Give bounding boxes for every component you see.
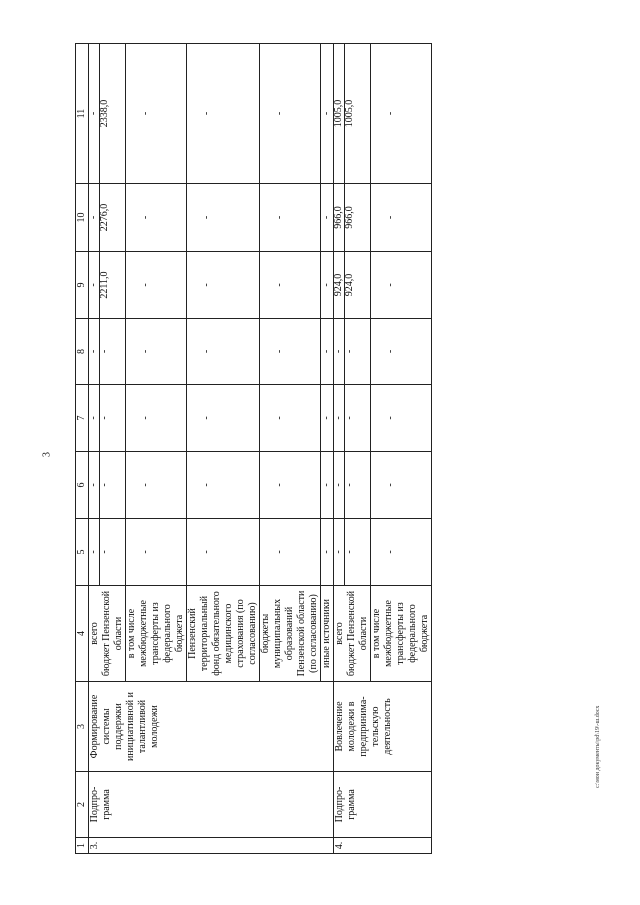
header-cell: 4: [76, 586, 89, 682]
source-label: в том числе межбюджетные трансферты из федерального бюджета: [126, 586, 187, 682]
value: -: [260, 385, 321, 452]
header-cell: 1: [76, 838, 89, 854]
value: -: [333, 416, 344, 420]
value: -: [187, 519, 260, 586]
row-number: 4.: [334, 838, 432, 854]
header-cell: 11: [76, 44, 89, 184]
value: -: [88, 349, 99, 354]
header-cell: 10: [76, 184, 89, 252]
financing-table: [75, 43, 432, 854]
value: -: [344, 319, 355, 384]
value: 2338,0: [99, 44, 110, 183]
header-cell: 7: [76, 385, 89, 452]
value-cell: [334, 44, 371, 184]
value: -: [99, 385, 110, 451]
value: -: [260, 319, 321, 385]
value: -: [88, 111, 99, 116]
value: -: [260, 519, 321, 586]
value: -: [344, 452, 355, 518]
value: -: [126, 385, 187, 452]
value: -: [88, 283, 99, 287]
value: -: [260, 252, 321, 319]
value: -: [187, 319, 260, 385]
value: -: [371, 519, 432, 586]
value: -: [187, 44, 260, 184]
value-cell: [334, 519, 371, 586]
value: -: [99, 519, 110, 585]
value: -: [344, 519, 355, 585]
program-row: [334, 44, 371, 854]
value: -: [321, 452, 334, 519]
source-label: иные источники: [321, 586, 334, 682]
value-cell: [334, 252, 371, 319]
value: -: [260, 44, 321, 184]
value: -: [187, 184, 260, 252]
value-cell: [334, 319, 371, 385]
value: -: [88, 550, 99, 554]
value-cell: [89, 452, 126, 519]
value-cell: [89, 184, 126, 252]
value: -: [321, 184, 334, 252]
source-cell: [334, 586, 371, 682]
value: -: [371, 319, 432, 385]
value: -: [321, 44, 334, 184]
rotated-table-container: [75, 44, 475, 854]
value: -: [88, 215, 99, 220]
value-cell: [89, 44, 126, 184]
row-name: Вовлечение молодежи в предпринима-тельскую деятельность: [334, 682, 432, 772]
row-name: Формирование системы поддержки инициативной и талантливой молодежи: [89, 682, 334, 772]
value: 2276,0: [99, 184, 110, 251]
header-cell: 8: [76, 319, 89, 385]
footer-file-path: c:\мои документы\pd\19\-ш.docx: [595, 705, 601, 788]
value: -: [321, 319, 334, 385]
source-label: всего: [89, 622, 100, 645]
value: -: [321, 252, 334, 319]
value-cell: [334, 385, 371, 452]
value: -: [371, 252, 432, 319]
header-cell: 9: [76, 252, 89, 319]
value: -: [126, 44, 187, 184]
value-cell: [334, 184, 371, 252]
value-cell: [89, 519, 126, 586]
source-label: всего: [334, 622, 345, 645]
value: -: [371, 452, 432, 519]
row-kind: Подпро-грамма: [89, 772, 334, 838]
header-cell: 5: [76, 519, 89, 586]
value: -: [371, 184, 432, 252]
page-number: 3: [41, 452, 53, 457]
value: -: [260, 452, 321, 519]
value: 1005,0: [344, 44, 355, 183]
value: -: [344, 385, 355, 451]
value: -: [371, 44, 432, 184]
value: -: [126, 184, 187, 252]
value: 924,0: [344, 252, 355, 318]
value: -: [333, 349, 344, 354]
value: 924,0: [333, 273, 344, 297]
value: -: [99, 452, 110, 518]
value: -: [126, 519, 187, 586]
value: -: [88, 483, 99, 487]
value: -: [126, 319, 187, 385]
value: 966,0: [333, 206, 344, 229]
header-cell: 2: [76, 772, 89, 838]
value: 966,0: [344, 184, 355, 251]
header-cell: 6: [76, 452, 89, 519]
value-cell: [89, 252, 126, 319]
source-label: Пензенский территориальный фонд обязательного медицинского страхования (по согласованию): [187, 586, 260, 682]
value: -: [126, 252, 187, 319]
source-cell: [89, 586, 126, 682]
value: -: [260, 184, 321, 252]
source-label: в том числе межбюджетные трансферты из федерального бюджета: [371, 586, 432, 682]
header-row: [76, 44, 89, 854]
program-row: [89, 44, 126, 854]
value: -: [321, 519, 334, 586]
value-cell: [334, 452, 371, 519]
value: -: [321, 385, 334, 452]
value: 1005,0: [333, 99, 344, 128]
value: -: [187, 385, 260, 452]
header-cell: 3: [76, 682, 89, 772]
value: -: [187, 252, 260, 319]
value: -: [126, 452, 187, 519]
value: -: [187, 452, 260, 519]
source-label: бюджет Пензенской области: [346, 590, 369, 677]
value-cell: [89, 319, 126, 385]
source-label: бюджет Пензенской области: [101, 590, 124, 677]
value: -: [333, 483, 344, 487]
value: -: [333, 550, 344, 554]
value: -: [99, 319, 110, 384]
row-number: 3.: [89, 838, 334, 854]
value-cell: [89, 385, 126, 452]
value: -: [371, 385, 432, 452]
source-label: бюджеты муниципальных образований Пензенской области (по согласованию): [260, 586, 321, 682]
value: 2211,0: [99, 252, 110, 318]
row-kind: Подпро-грамма: [334, 772, 432, 838]
value: -: [88, 416, 99, 420]
